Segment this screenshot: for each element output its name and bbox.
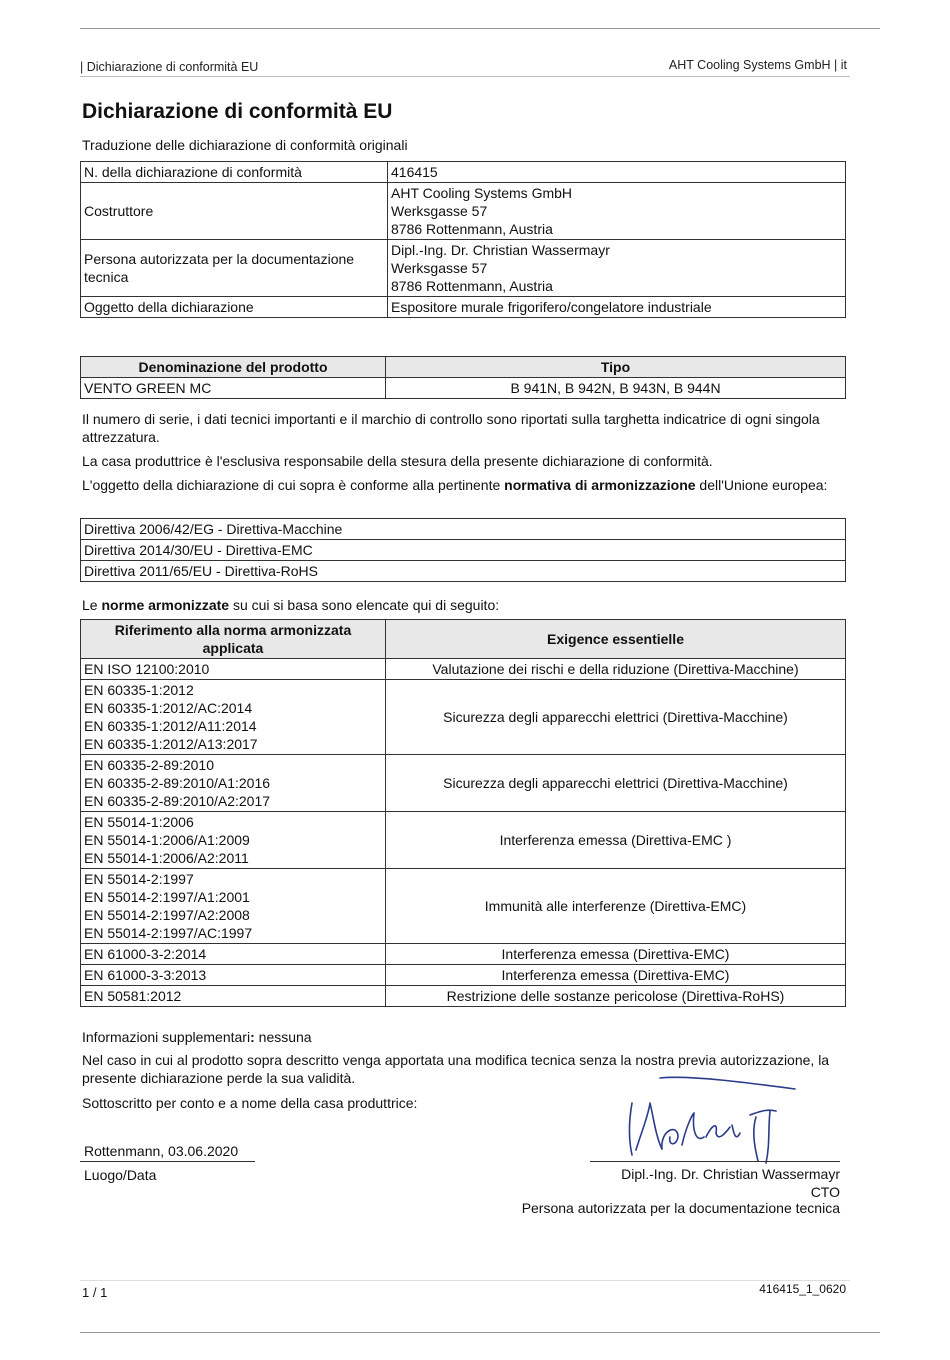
norms-intro-bold: norme armonizzate: [101, 597, 230, 613]
info-value-line: Dipl.-Ing. Dr. Christian Wassermayr: [391, 242, 610, 258]
signed-paragraph: Sottoscritto per conto e a nome della casa produttrice:: [82, 1095, 418, 1111]
signer-name: Dipl.-Ing. Dr. Christian Wassermayr: [621, 1166, 840, 1182]
norm-row: [81, 680, 846, 755]
norm-references: [81, 965, 386, 986]
norm-reference: EN 55014-1:2006/A1:2009: [84, 832, 250, 848]
norm-references: [81, 659, 386, 680]
norm-requirement: Restrizione delle sostanze pericolose (Direttiva-RoHS): [386, 986, 846, 1007]
info-value-line: Espositore murale frigorifero/congelatore industriale: [391, 299, 712, 315]
norm-references: [81, 869, 386, 944]
supplementary-info: [82, 1028, 852, 1046]
header-right: AHT Cooling Systems GmbH | it: [668, 58, 847, 72]
directive-text: Direttiva 2014/30/EU - Direttiva-EMC: [81, 540, 846, 561]
norm-reference: EN 55014-2:1997/A1:2001: [84, 889, 250, 905]
conformity-paragraph: [82, 476, 852, 494]
supplementary-bold: :: [250, 1029, 255, 1045]
conformity-text-b: dell'Unione europea:: [695, 477, 828, 493]
product-type-header: Tipo: [386, 357, 846, 378]
supplementary-b: nessuna: [254, 1029, 312, 1045]
info-value: [388, 162, 846, 183]
info-value-line: Werksgasse 57: [391, 260, 488, 276]
norm-reference: EN 60335-1:2012/AC:2014: [84, 700, 253, 716]
norm-row: [81, 755, 846, 812]
conformity-text-bold: normativa di armonizzazione: [504, 477, 696, 493]
norm-reference: EN 50581:2012: [84, 988, 182, 1004]
norm-reference: EN 61000-3-3:2013: [84, 967, 207, 983]
page-number: 1 / 1: [82, 1285, 108, 1300]
page-title: Dichiarazione di conformità EU: [82, 100, 393, 123]
signer-block: [621, 1165, 840, 1201]
norm-requirement: Interferenza emessa (Direttiva-EMC): [386, 965, 846, 986]
info-value-line: 8786 Rottenmann, Austria: [391, 278, 553, 294]
norm-requirement: Immunità alle interferenze (Direttiva-EMC): [386, 869, 846, 944]
norm-reference: EN 61000-3-2:2014: [84, 946, 207, 962]
info-value-line: Werksgasse 57: [391, 203, 488, 219]
info-value: [388, 240, 846, 297]
norm-reference: EN 55014-2:1997: [84, 871, 194, 887]
norm-reference: EN ISO 12100:2010: [84, 661, 210, 677]
directive-text: Direttiva 2006/42/EG - Direttiva-Macchine: [81, 519, 846, 540]
document-id: 416415_1_0620: [759, 1282, 846, 1296]
norm-references: [81, 944, 386, 965]
responsibility-paragraph: La casa produttrice è l'esclusiva responsabile della stesura della presente dichiarazione di conformità.: [82, 453, 713, 469]
info-label: Persona autorizzata per la documentazione tecnica: [81, 240, 388, 297]
norm-references: [81, 812, 386, 869]
serial-paragraph: Il numero di serie, i dati tecnici importanti e il marchio di controllo sono riportati sulla targhetta indicatrice di ogni singola attrezzatura.: [82, 411, 820, 445]
info-label: Costruttore: [81, 183, 388, 240]
norm-reference: EN 55014-2:1997/A2:2008: [84, 907, 250, 923]
directive-row: [81, 540, 846, 561]
info-label: N. della dichiarazione di conformità: [81, 162, 388, 183]
info-row: [81, 297, 846, 318]
norm-row: [81, 986, 846, 1007]
top-rule: [80, 28, 880, 29]
header-left: | Dichiarazione di conformità EU: [80, 60, 259, 74]
norm-requirement: Sicurezza degli apparecchi elettrici (Direttiva-Macchine): [386, 755, 846, 812]
norms-intro-b: su cui si basa sono elencate qui di seguito:: [229, 597, 500, 613]
handwritten-signature: [620, 1075, 810, 1170]
product-table: [80, 356, 846, 399]
product-name-header: Denominazione del prodotto: [81, 357, 386, 378]
norm-row: [81, 659, 846, 680]
norm-requirement: Interferenza emessa (Direttiva-EMC): [386, 944, 846, 965]
info-row: [81, 183, 846, 240]
signature-line: [590, 1161, 840, 1162]
conformity-text-a: L'oggetto della dichiarazione di cui sopra è conforme alla pertinente: [82, 477, 505, 493]
norm-row: [81, 812, 846, 869]
bottom-rule: [80, 1332, 880, 1333]
norm-requirement: Valutazione dei rischi e della riduzione (Direttiva-Macchine): [386, 659, 846, 680]
directive-text: Direttiva 2011/65/EU - Direttiva-RoHS: [81, 561, 846, 582]
norm-reference: EN 60335-2-89:2010/A2:2017: [84, 793, 271, 809]
norm-references: [81, 986, 386, 1007]
norm-row: [81, 965, 846, 986]
product-name: VENTO GREEN MC: [81, 378, 386, 399]
header-divider: [80, 76, 850, 77]
norms-header: Riferimento alla norma armonizzata applicata: [81, 620, 386, 659]
norm-reference: EN 55014-1:2006: [84, 814, 194, 830]
norm-reference: EN 60335-1:2012: [84, 682, 194, 698]
info-value: [388, 297, 846, 318]
norm-reference: EN 55014-2:1997/AC:1997: [84, 925, 253, 941]
place-date: Rottenmann, 03.06.2020: [84, 1143, 239, 1159]
norms-table: [80, 619, 846, 1007]
norm-reference: EN 60335-2-89:2010/A1:2016: [84, 775, 271, 791]
product-type: B 941N, B 942N, B 943N, B 944N: [386, 378, 846, 399]
info-value: [388, 183, 846, 240]
norm-reference: EN 60335-1:2012/A13:2017: [84, 736, 258, 752]
norm-reference: EN 60335-1:2012/A11:2014: [84, 718, 257, 734]
norm-references: [81, 680, 386, 755]
norm-reference: EN 55014-1:2006/A2:2011: [84, 850, 249, 866]
norm-reference: EN 60335-2-89:2010: [84, 757, 214, 773]
place-date-label: Luogo/Data: [84, 1167, 157, 1183]
info-row: [81, 162, 846, 183]
footer-divider: [80, 1280, 850, 1281]
directives-table: [80, 518, 846, 582]
info-table: [80, 161, 846, 318]
page-subtitle: Traduzione delle dichiarazione di conformità originali: [82, 137, 408, 153]
signer-role: Persona autorizzata per la documentazione tecnica: [521, 1200, 840, 1216]
directive-row: [81, 561, 846, 582]
directive-row: [81, 519, 846, 540]
info-value-line: 8786 Rottenmann, Austria: [391, 221, 553, 237]
norms-intro-a: Le: [82, 597, 102, 613]
norm-requirement: Interferenza emessa (Direttiva-EMC ): [386, 812, 846, 869]
place-date-line: [80, 1161, 255, 1162]
supplementary-a: Informazioni supplementari: [82, 1029, 251, 1045]
norm-row: [81, 869, 846, 944]
norm-references: [81, 755, 386, 812]
signer-title: CTO: [810, 1184, 840, 1200]
info-row: [81, 240, 846, 297]
norms-intro: [82, 596, 852, 614]
info-value-line: AHT Cooling Systems GmbH: [391, 185, 573, 201]
info-label: Oggetto della dichiarazione: [81, 297, 388, 318]
modification-paragraph: Nel caso in cui al prodotto sopra descritto venga apportata una modifica tecnica senza la nostra previa autorizzazione, la presente dichiarazione perde la sua validità.: [82, 1052, 830, 1086]
info-value-line: 416415: [391, 164, 438, 180]
norm-row: [81, 944, 846, 965]
norm-requirement: Sicurezza degli apparecchi elettrici (Direttiva-Macchine): [386, 680, 846, 755]
requirements-header: Exigence essentielle: [386, 620, 846, 659]
